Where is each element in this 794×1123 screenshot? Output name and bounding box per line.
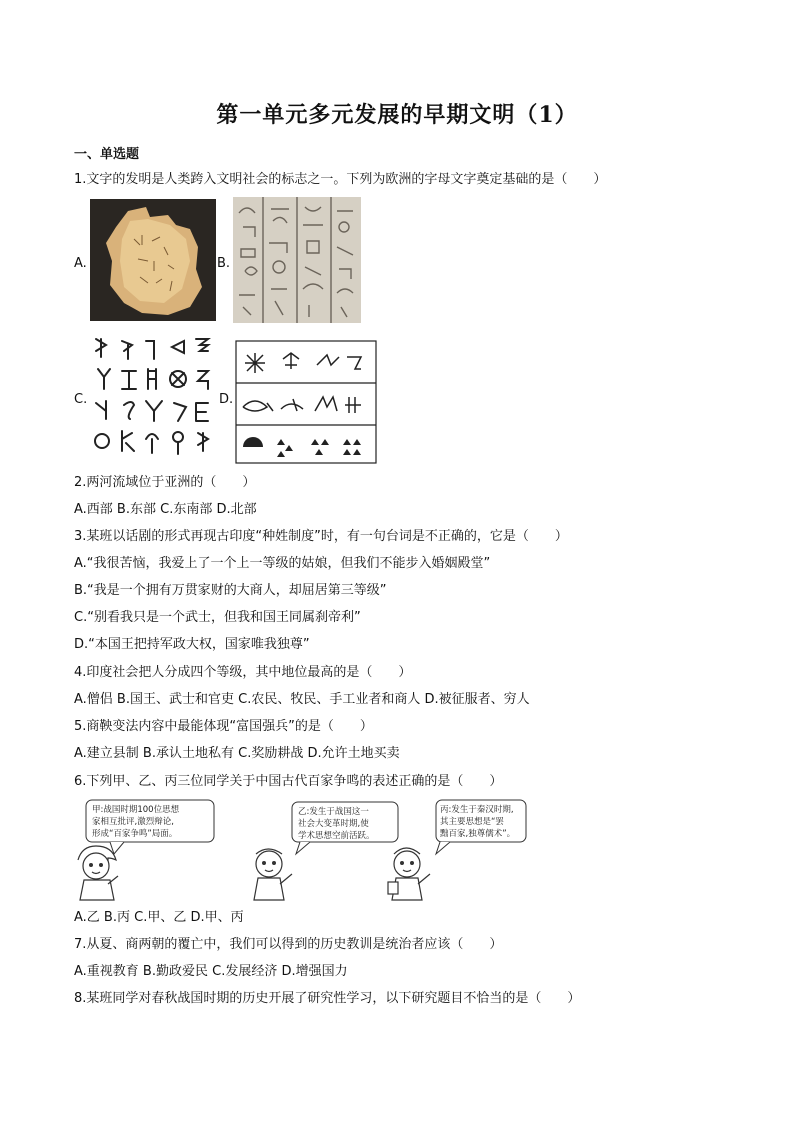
question-2-options[interactable]: A.西部 B.东部 C.东南部 D.北部 — [74, 502, 257, 517]
question-7-options[interactable]: A.重视教育 B.勤政爱民 C.发展经济 D.增强国力 — [74, 964, 348, 979]
section-heading: 一、单选题 — [74, 147, 140, 162]
question-8-stem: 8.某班同学对春秋战国时期的历史开展了研究性学习，以下研究题目不恰当的是（ ） — [74, 991, 581, 1006]
q1-option-d-label[interactable]: D. — [219, 392, 234, 407]
bubble-jia-line-3: 形成“百家争鸣”局面。 — [92, 829, 178, 839]
bubble-bing-line-3: 黜百家,独尊儒术”。 — [440, 829, 516, 839]
question-3-stem: 3.某班以话剧的形式再现古印度“种姓制度”时，有一句台词是不正确的，它是（ ） — [74, 529, 568, 544]
bubble-jia-line-1: 甲:战国时期100位思想 — [92, 805, 180, 815]
question-7-stem: 7.从夏、商两朝的覆亡中，我们可以得到的历史教训是统治者应该（ ） — [74, 937, 503, 952]
question-3-option-a[interactable]: A.“我很苦恼，我爱上了一个上一等级的姑娘，但我们不能步入婚姻殿堂” — [74, 556, 491, 571]
question-3-option-b[interactable]: B.“我是一个拥有万贯家财的大商人，却屈居第三等级” — [74, 583, 387, 598]
bubble-yi-line-1: 乙:发生于战国这一 — [298, 807, 369, 817]
q1-option-b-label[interactable]: B. — [217, 256, 231, 271]
bubble-bing-line-1: 丙:发生于秦汉时期, — [440, 805, 514, 815]
question-5-options[interactable]: A.建立县制 B.承认土地私有 C.奖励耕战 D.允许土地买卖 — [74, 746, 400, 761]
question-4-stem: 4.印度社会把人分成四个等级，其中地位最高的是（ ） — [74, 665, 412, 680]
question-2-stem: 2.两河流域位于亚洲的（ ） — [74, 475, 256, 490]
page-title: 第一单元多元发展的早期文明（1） — [216, 102, 578, 128]
q1-option-c-label[interactable]: C. — [74, 392, 88, 407]
question-5-stem: 5.商鞅变法内容中最能体现“富国强兵”的是（ ） — [74, 719, 373, 734]
q1-option-a-image — [90, 199, 216, 321]
q1-option-c-image — [90, 335, 218, 463]
question-6-options[interactable]: A.乙 B.丙 C.甲、乙 D.甲、丙 — [74, 910, 244, 925]
question-1-stem: 1.文字的发明是人类跨入文明社会的标志之一。下列为欧洲的字母文字奠定基础的是（ ） — [74, 172, 607, 187]
question-3-option-c[interactable]: C.“别看我只是一个武士，但我和国王同属刹帝利” — [74, 610, 361, 625]
question-4-options[interactable]: A.僧侣 B.国王、武士和官吏 C.农民、牧民、手工业者和商人 D.被征服者、穷人 — [74, 692, 530, 707]
q1-option-b-image — [233, 197, 361, 323]
q6-cartoon-image — [74, 796, 530, 902]
q1-option-a-label[interactable]: A. — [74, 256, 87, 271]
question-6-stem: 6.下列甲、乙、丙三位同学关于中国古代百家争鸣的表述正确的是（ ） — [74, 774, 503, 789]
bubble-bing-line-2: 其主要思想是“罢 — [440, 817, 504, 827]
q1-option-d-image — [235, 335, 377, 465]
bubble-yi-line-2: 社会大变革时期,使 — [298, 819, 369, 829]
question-3-option-d[interactable]: D.“本国王把持军政大权，国家唯我独尊” — [74, 637, 310, 652]
bubble-yi-line-3: 学术思想空前活跃。 — [298, 831, 375, 841]
bubble-jia-line-2: 家相互批评,激烈辩论, — [92, 817, 174, 827]
